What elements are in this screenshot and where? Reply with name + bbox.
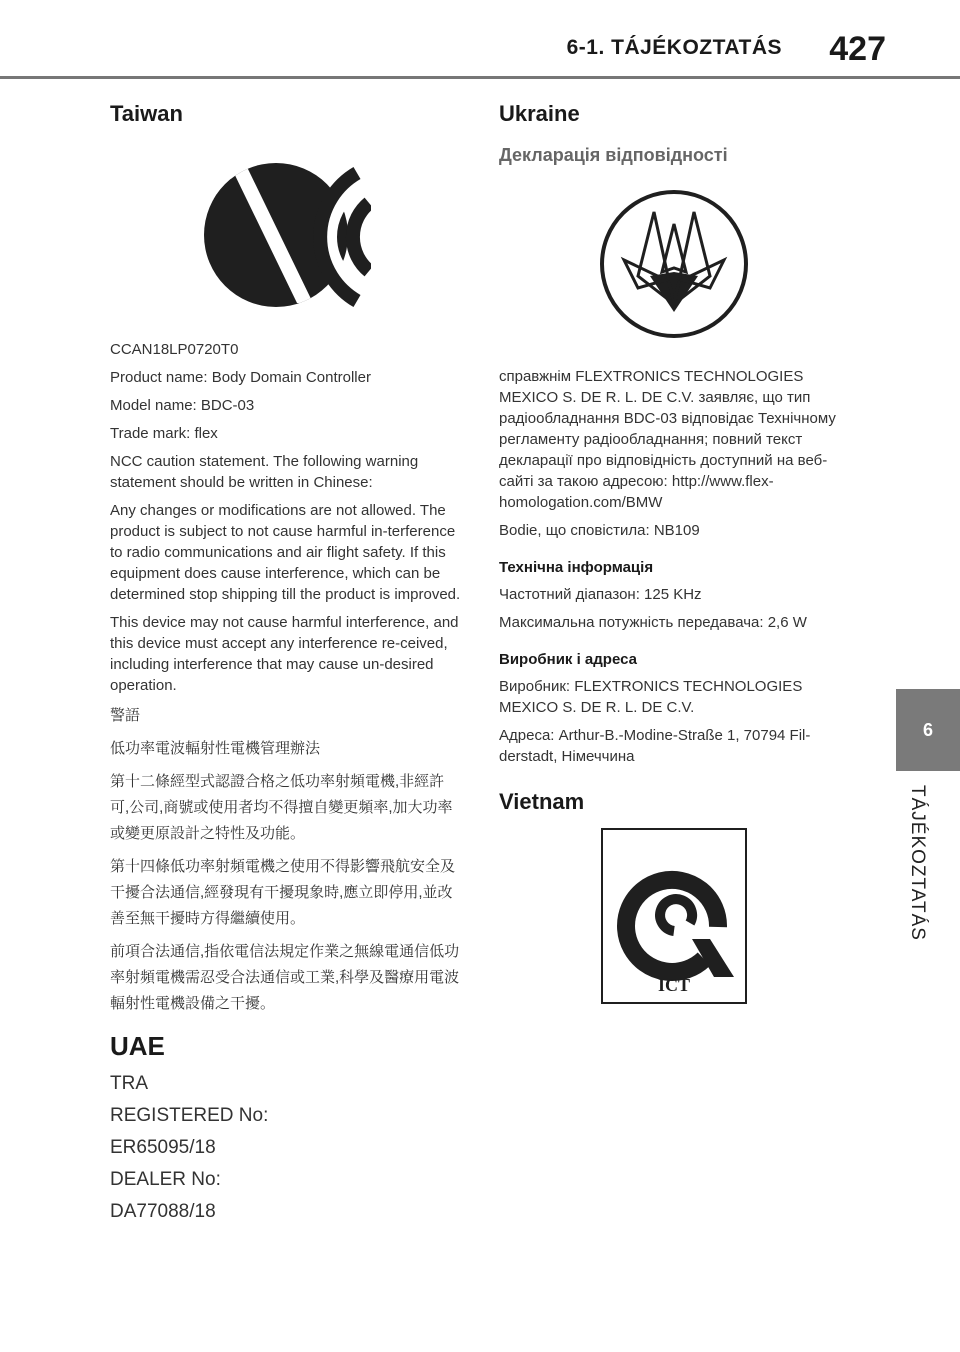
uae-line: DA77088/18	[110, 1201, 216, 1222]
taiwan-heading: Taiwan	[110, 101, 183, 126]
model-name: Model name: BDC-03	[110, 397, 255, 414]
tech-info-heading: Технічна інформація	[499, 559, 654, 576]
uae-line: REGISTERED No:	[110, 1105, 269, 1126]
uae-line: TRA	[110, 1073, 148, 1094]
ncc-caution: NCC caution statement. The following warning statement should be written in Chinese:	[110, 453, 419, 491]
maker-address: Адреса: Arthur-B.-Modine-Straße 1, 70794 Fil-derstadt, Німеччина	[499, 727, 811, 765]
ict-logo-icon	[600, 827, 748, 1005]
section-title: 6-1. TÁJÉKOZTATÁS	[566, 36, 782, 59]
zh-paragraph-3: 前項合法通信,指依電信法規定作業之無線電通信低功率射頻電機需忍受合法通信或工業,科學及醫療用電波輻射性電機設備之干擾。	[110, 943, 460, 1012]
vietnam-heading: Vietnam	[499, 789, 585, 814]
uae-line: DEALER No:	[110, 1169, 221, 1190]
max-power: Максимальна потужність передавача: 2,6 W	[499, 614, 807, 631]
chapter-label-text: TÁJÉKOZTATÁS	[907, 785, 928, 941]
ukraine-bodie: Bodie, що сповістила: NB109	[499, 522, 700, 539]
left-column	[110, 95, 462, 1232]
chapter-number: 6	[922, 719, 933, 740]
zh-title: 低功率電波輻射性電機管理辦法	[110, 740, 321, 757]
uae-line: ER65095/18	[110, 1137, 216, 1158]
uae-heading: UAE	[110, 1031, 165, 1061]
header-rule	[0, 76, 960, 79]
ukraine-conformity-mark-icon	[594, 176, 754, 352]
ncc-changes: Any changes or modifications are not allowed. The product is subject to not cause harmful in-terference to radio communications and air flight safety. If this equipment does cause interference, which can be determined stop shipping till the product is improved.	[110, 502, 461, 603]
product-name: Product name: Body Domain Controller	[110, 369, 371, 386]
taiwan-code: CCAN18LP0720T0	[110, 341, 239, 358]
ukraine-declaration: справжнім FLEXTRONICS TECHNOLOGIES MEXICO S. DE R. L. DE C.V. заявляє, що тип радіообладнання BDC-03 відповідає Технічному регламенту радіообладнання; повний текст декларації про відповідність доступний на веб-сайті за такою адресою: http://www.flex-homologation.com/BMW	[499, 368, 836, 511]
page-header	[0, 0, 960, 80]
chapter-tab[interactable]	[896, 689, 960, 771]
maker-name: Виробник: FLEXTRONICS TECHNOLOGIES MEXICO S. DE R. L. DE C.V.	[499, 678, 803, 716]
ukraine-heading: Ukraine	[499, 101, 580, 126]
right-column	[499, 95, 849, 1005]
zh-paragraph-2: 第十四條低功率射頻電機之使用不得影響飛航安全及干擾合法通信,經發現有干擾現象時,應立即停用,並改善至無干擾時方得繼續使用。	[110, 858, 456, 927]
ncc-device: This device may not cause harmful interference, and this device must accept any interference re-ceived, including interference that may cause un-desired operation.	[110, 614, 459, 694]
zh-paragraph-1: 第十二條經型式認證合格之低功率射頻電機,非經許可,公司,商號或使用者均不得擅自變更頻率,加大功率或變更原設計之特性及功能。	[110, 773, 453, 842]
maker-heading: Виробник і адреса	[499, 651, 637, 668]
ict-logo-text: ICT	[657, 975, 691, 995]
frequency-range: Частотний діапазон: 125 KHz	[499, 586, 702, 603]
zh-warning: 警語	[110, 707, 141, 724]
page-number: 427	[829, 30, 886, 68]
ukraine-subheading: Декларація відповідності	[499, 145, 728, 165]
chapter-label	[898, 785, 958, 955]
ncc-logo-icon	[201, 139, 371, 329]
trade-mark: Trade mark: flex	[110, 425, 218, 442]
